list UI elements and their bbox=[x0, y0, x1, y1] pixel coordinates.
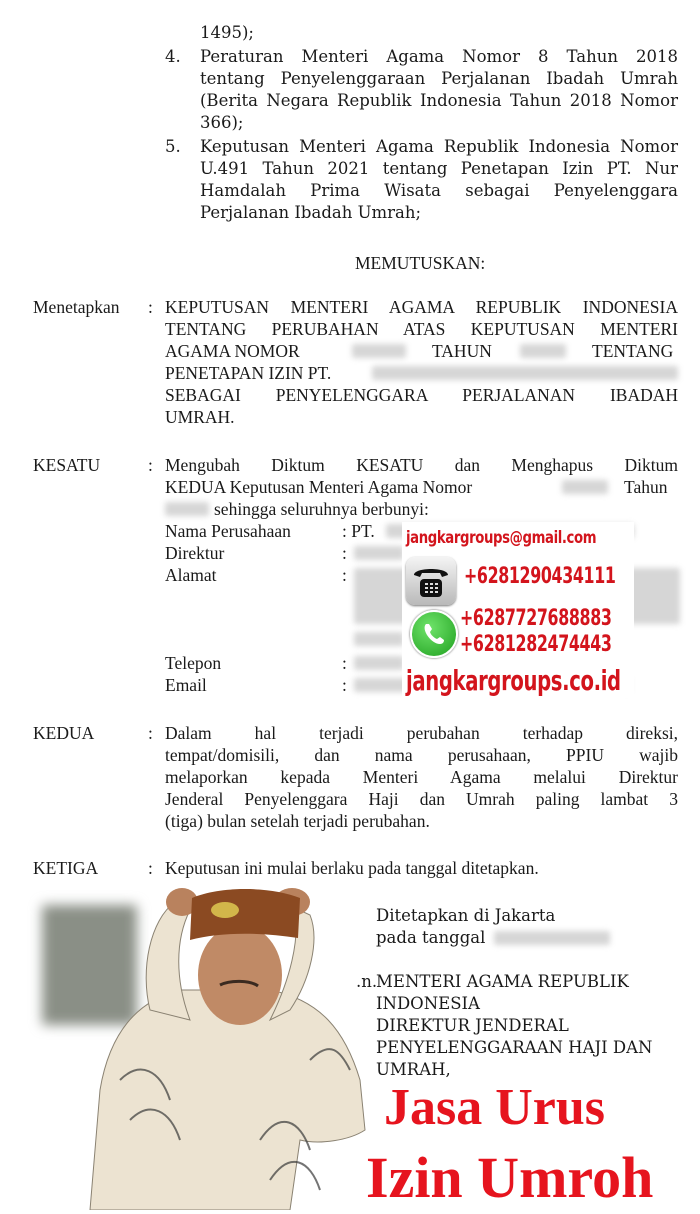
field-sep: : bbox=[342, 565, 347, 585]
colon: : bbox=[148, 723, 153, 743]
item-number: 5. bbox=[165, 137, 181, 156]
redacted-number bbox=[352, 344, 406, 358]
redacted-company bbox=[372, 366, 678, 380]
promo-phone[interactable]: +6281290434111 bbox=[464, 564, 616, 589]
redacted-director bbox=[354, 546, 404, 560]
field-sep: : PT. bbox=[342, 521, 375, 541]
kesatu-label: KESATU bbox=[33, 455, 101, 475]
kesatu-line: Mengubah Diktum KESATU dan Menghapus Diktum bbox=[165, 455, 678, 475]
menetapkan-line: PENETAPAN IZIN PT. bbox=[165, 363, 332, 383]
menetapkan-line: SEBAGAI PENYELENGGARA PERJALANAN IBADAH bbox=[165, 385, 678, 405]
colon: : bbox=[148, 297, 153, 317]
field-sep: : bbox=[342, 543, 347, 563]
telephone-icon bbox=[406, 557, 456, 605]
menetapkan-line: AGAMA NOMOR bbox=[165, 341, 300, 361]
kesatu-line: KEDUA Keputusan Menteri Agama Nomor bbox=[165, 477, 473, 497]
redacted-date bbox=[494, 931, 610, 945]
redacted-phone bbox=[354, 656, 404, 670]
ketiga-label: KETIGA bbox=[33, 858, 99, 878]
kedua-line: melaporkan kepada Menteri Agama melalui Direktur bbox=[165, 767, 678, 787]
whatsapp-icon bbox=[410, 610, 458, 658]
menetapkan-line: UMRAH. bbox=[165, 407, 235, 427]
signature-date-label: pada tanggal bbox=[376, 928, 486, 947]
item-5-line: Perjalanan Ibadah Umrah; bbox=[200, 203, 422, 222]
menetapkan-line: KEPUTUSAN MENTERI AGAMA REPUBLIK INDONESIA bbox=[165, 297, 678, 317]
kedua-label: KEDUA bbox=[33, 723, 95, 743]
item-5-line: Hamdalah Prima Wisata sebagai Penyelenggara bbox=[200, 181, 678, 200]
item-5-line: Keputusan Menteri Agama Republik Indonesia Nomor bbox=[200, 137, 678, 156]
field-sep: : bbox=[342, 675, 347, 695]
menetapkan-line: TAHUN bbox=[432, 341, 492, 361]
kedua-line: Jenderal Penyelenggara Haji dan Umrah paling lambat 3 bbox=[165, 789, 678, 809]
signature-title-line: UMRAH, bbox=[376, 1060, 451, 1079]
promo-website[interactable]: jangkargroups.co.id bbox=[406, 664, 621, 697]
promo-email[interactable]: jangkargroups@gmail.com bbox=[406, 528, 597, 548]
colon: : bbox=[148, 455, 153, 475]
field-label-email: Email bbox=[165, 675, 207, 695]
redacted-number bbox=[562, 480, 608, 494]
colon: : bbox=[148, 858, 153, 878]
kedua-line: tempat/domisili, dan nama perusahaan, PPIU wajib bbox=[165, 745, 678, 765]
menetapkan-line: TENTANG bbox=[592, 341, 674, 361]
item-number: 4. bbox=[165, 47, 181, 66]
ketiga-text: Keputusan ini mulai berlaku pada tanggal ditetapkan. bbox=[165, 858, 539, 878]
menetapkan-line: TENTANG PERUBAHAN ATAS KEPUTUSAN MENTERI bbox=[165, 319, 678, 339]
banner-line-1: Jasa Urus bbox=[384, 1079, 606, 1136]
item-4-line: (Berita Negara Republik Indonesia Tahun 2018 Nomor bbox=[200, 91, 678, 110]
promo-whatsapp-1[interactable]: +6287727688883 bbox=[460, 606, 612, 631]
field-sep: : bbox=[342, 653, 347, 673]
kedua-line: (tiga) bulan setelah terjadi perubahan. bbox=[165, 811, 430, 831]
item-5-line: U.491 Tahun 2021 tentang Penetapan Izin PT. Nur bbox=[200, 159, 678, 178]
kesatu-line: Tahun bbox=[624, 477, 668, 497]
redacted-address bbox=[354, 632, 404, 646]
field-label-company: Nama Perusahaan bbox=[165, 521, 291, 541]
field-label-director: Direktur bbox=[165, 543, 225, 563]
field-label-phone: Telepon bbox=[165, 653, 222, 673]
signature-title-line: PENYELENGGARAAN HAJI DAN bbox=[376, 1038, 653, 1057]
person-photo bbox=[80, 880, 380, 1210]
item-3-tail: 1495); bbox=[200, 23, 254, 42]
signature-prefix: .n. bbox=[356, 972, 378, 991]
field-label-address: Alamat bbox=[165, 565, 217, 585]
signature-place: Ditetapkan di Jakarta bbox=[376, 906, 556, 925]
item-4-line: Peraturan Menteri Agama Nomor 8 Tahun 2018 bbox=[200, 47, 678, 66]
banner-line-2: Izin Umroh bbox=[366, 1145, 654, 1210]
kesatu-line: sehingga seluruhnya berbunyi: bbox=[214, 499, 429, 519]
item-4-line: tentang Penyelenggaraan Perjalanan Ibadah Umrah bbox=[200, 69, 678, 88]
signature-title-line: INDONESIA bbox=[376, 994, 480, 1013]
redacted-year bbox=[520, 344, 566, 358]
signature-title-line: MENTERI AGAMA REPUBLIK bbox=[376, 972, 629, 991]
promo-whatsapp-2[interactable]: +6281282474443 bbox=[460, 632, 612, 657]
redacted-year bbox=[165, 502, 209, 516]
menetapkan-label: Menetapkan bbox=[33, 297, 120, 317]
decision-heading: MEMUTUSKAN: bbox=[355, 253, 486, 273]
kedua-line: Dalam hal terjadi perubahan terhadap direksi, bbox=[165, 723, 678, 743]
item-4-line: 366); bbox=[200, 113, 244, 132]
signature-title-line: DIREKTUR JENDERAL bbox=[376, 1016, 569, 1035]
